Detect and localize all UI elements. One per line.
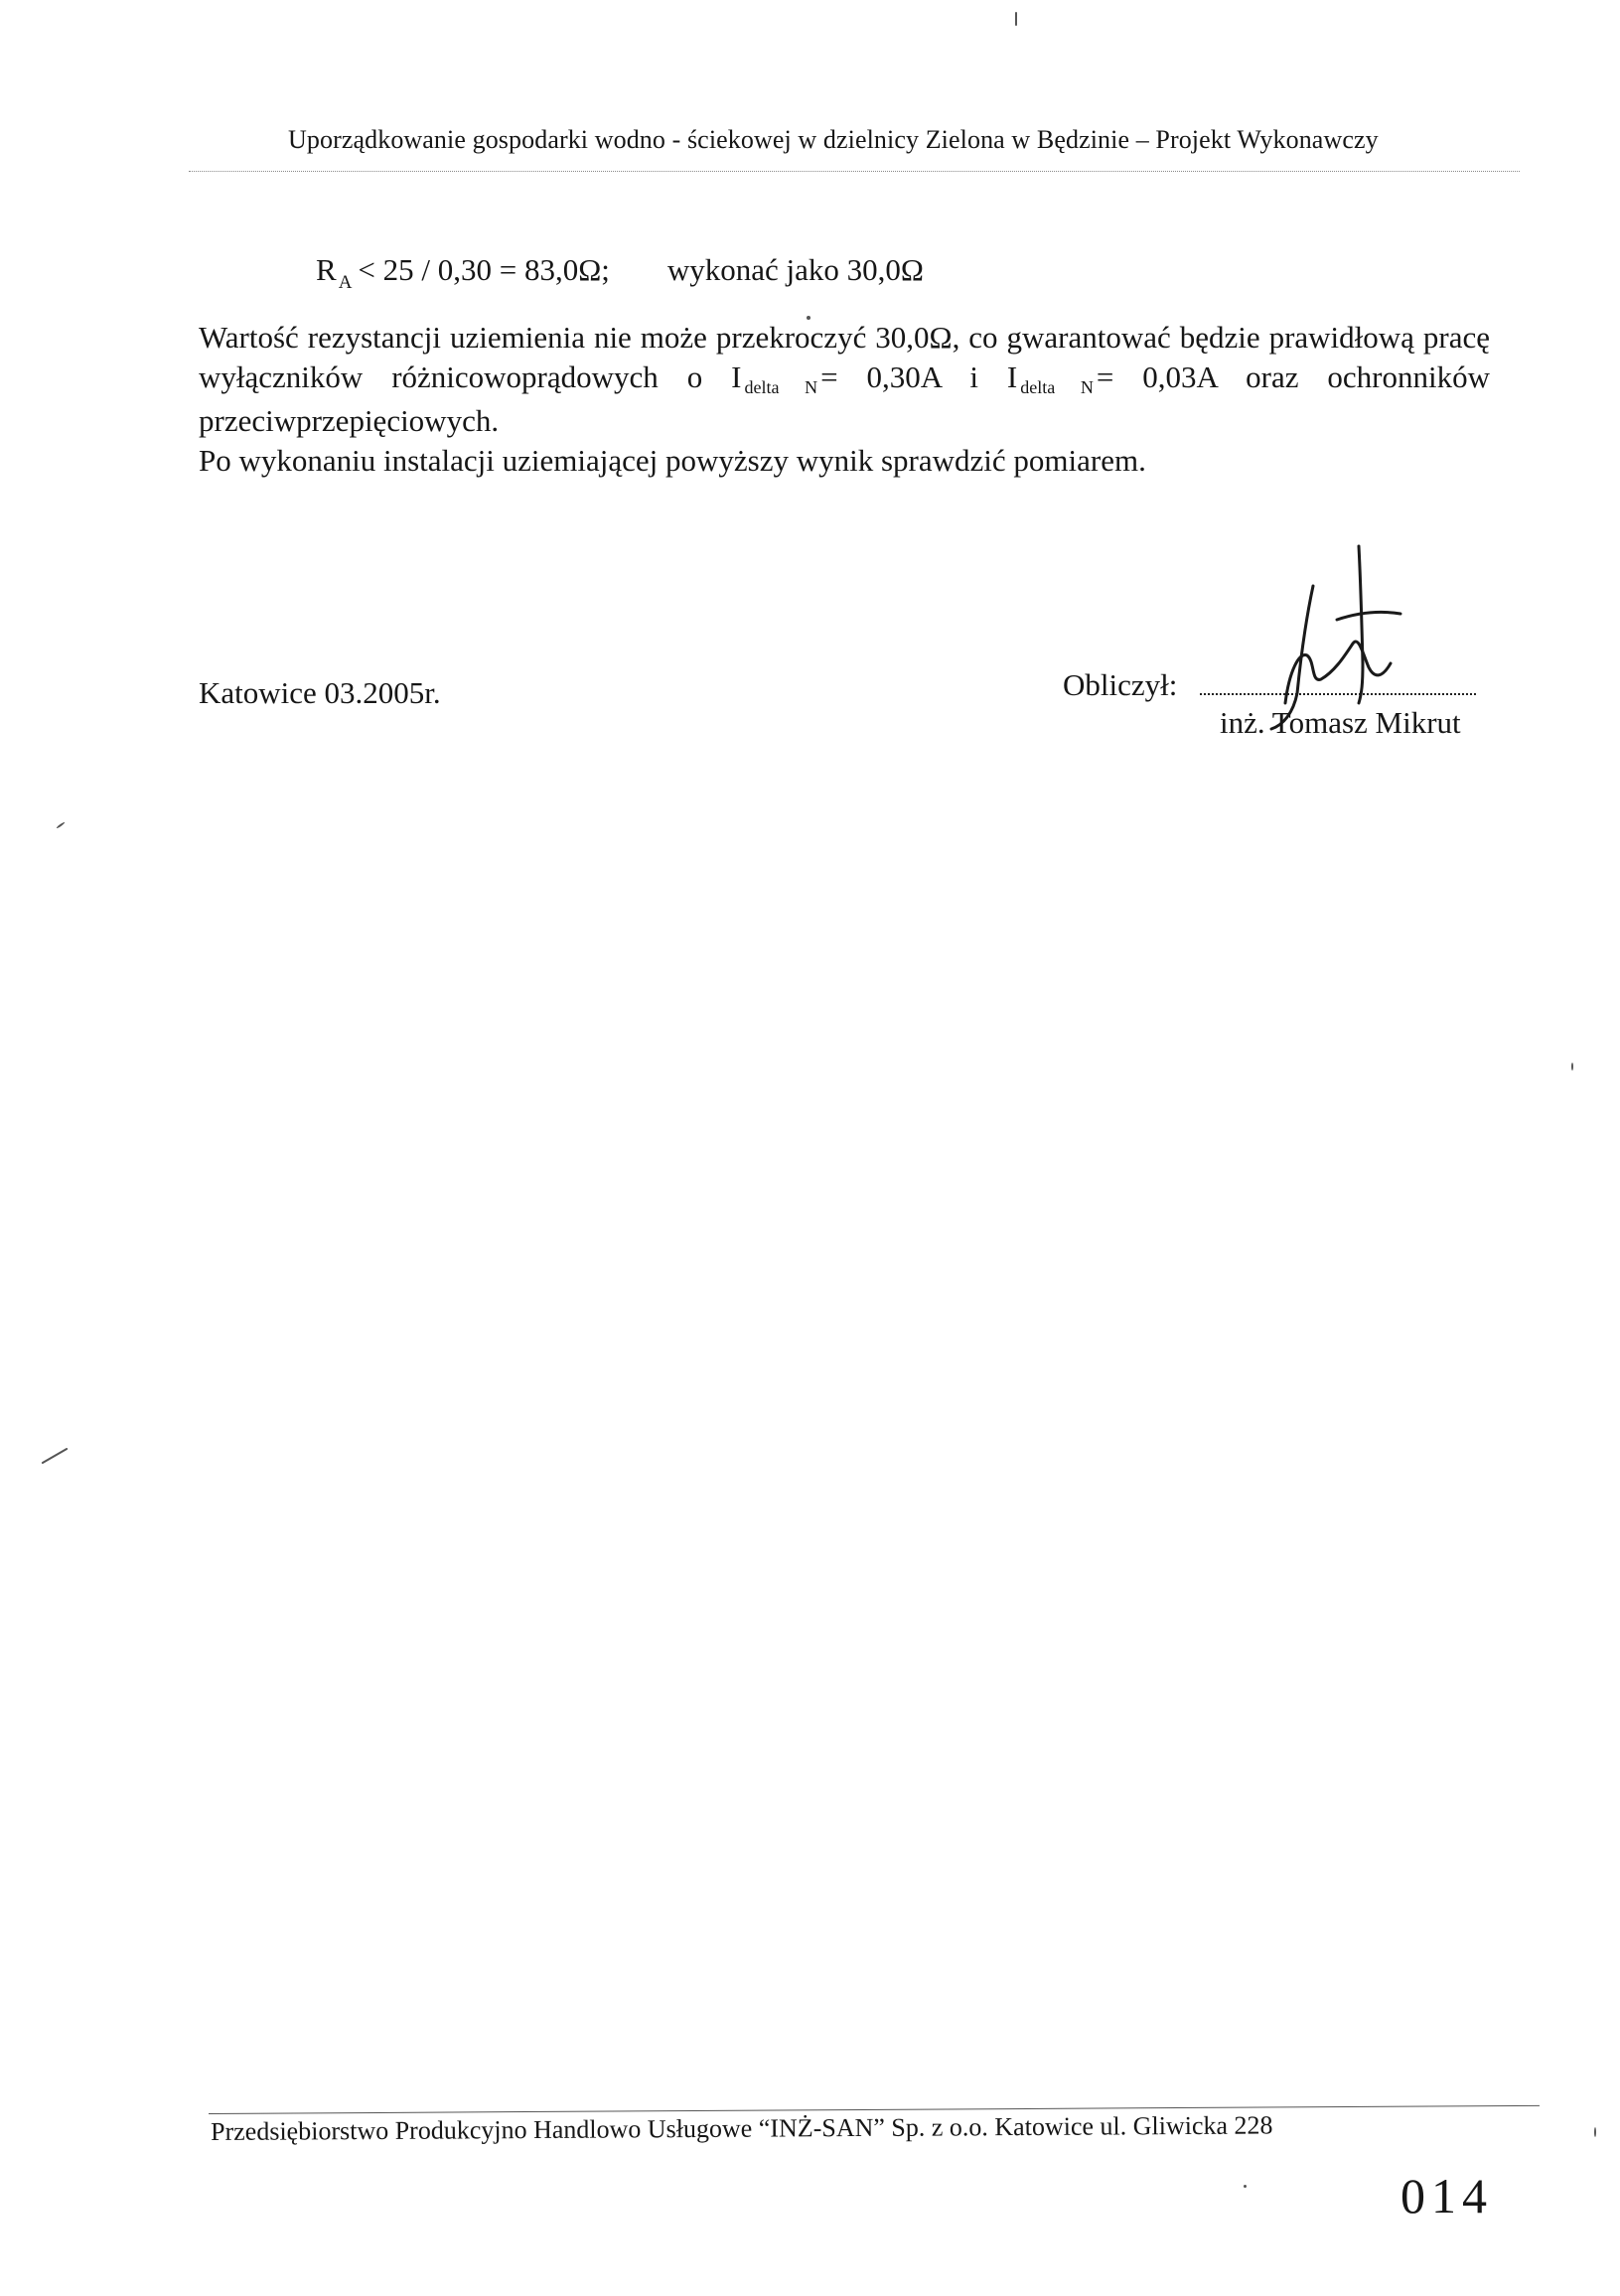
scan-speck [1015,12,1017,26]
paragraph-measurement-note: Po wykonaniu instalacji uziemiającej powyższy wynik sprawdzić pomiarem. [199,443,1146,478]
calculated-by-label: Obliczył: [1063,667,1178,702]
formula-subscript: A [338,272,353,293]
header-divider [189,171,1520,172]
footer-company: Przedsiębiorstwo Produkcyjno Handlowo Usługowe “INŻ-SAN” Sp. z o.o. Katowice ul. Gliwicka 228 [211,2110,1273,2146]
scan-speck [807,316,810,320]
formula-expression: < 25 / 0,30 = 83,0Ω; [358,252,610,287]
body-text [199,318,1490,481]
scan-speck [1244,2185,1247,2188]
page-header-title: Uporządkowanie gospodarki wodno - ściekowej w dzielnicy Zielona w Będzinie – Projekt Wykonawczy [288,125,1379,154]
paragraph-text-part: = 0,03A oraz ochronników przeciwprzepięciowych. [199,359,1490,438]
resistance-formula [316,252,924,293]
paragraph-text-part: Wartość rezystancji uziemienia nie może przekroczyć 30,0Ω, co gwarantować będzie prawidłową pracę wyłączników różnicowoprądowych o I [199,320,1490,394]
scan-speck [1571,1063,1573,1071]
scan-speck [1594,2127,1596,2137]
paragraph-resistance-requirement [199,318,1490,441]
formula-symbol: R [316,252,337,287]
scan-speck [56,821,65,828]
author-name: inż. Tomasz Mikrut [1220,705,1461,740]
page-number: 014 [1400,2168,1493,2224]
scan-speck [42,1448,69,1465]
current-subscript: delta N [744,377,818,397]
formula-result: wykonać jako 30,0Ω [666,252,924,287]
paragraph-text-part: = 0,30A i I [820,359,1018,394]
current-subscript: delta N [1020,377,1094,397]
place-and-date: Katowice 03.2005r. [199,675,441,710]
